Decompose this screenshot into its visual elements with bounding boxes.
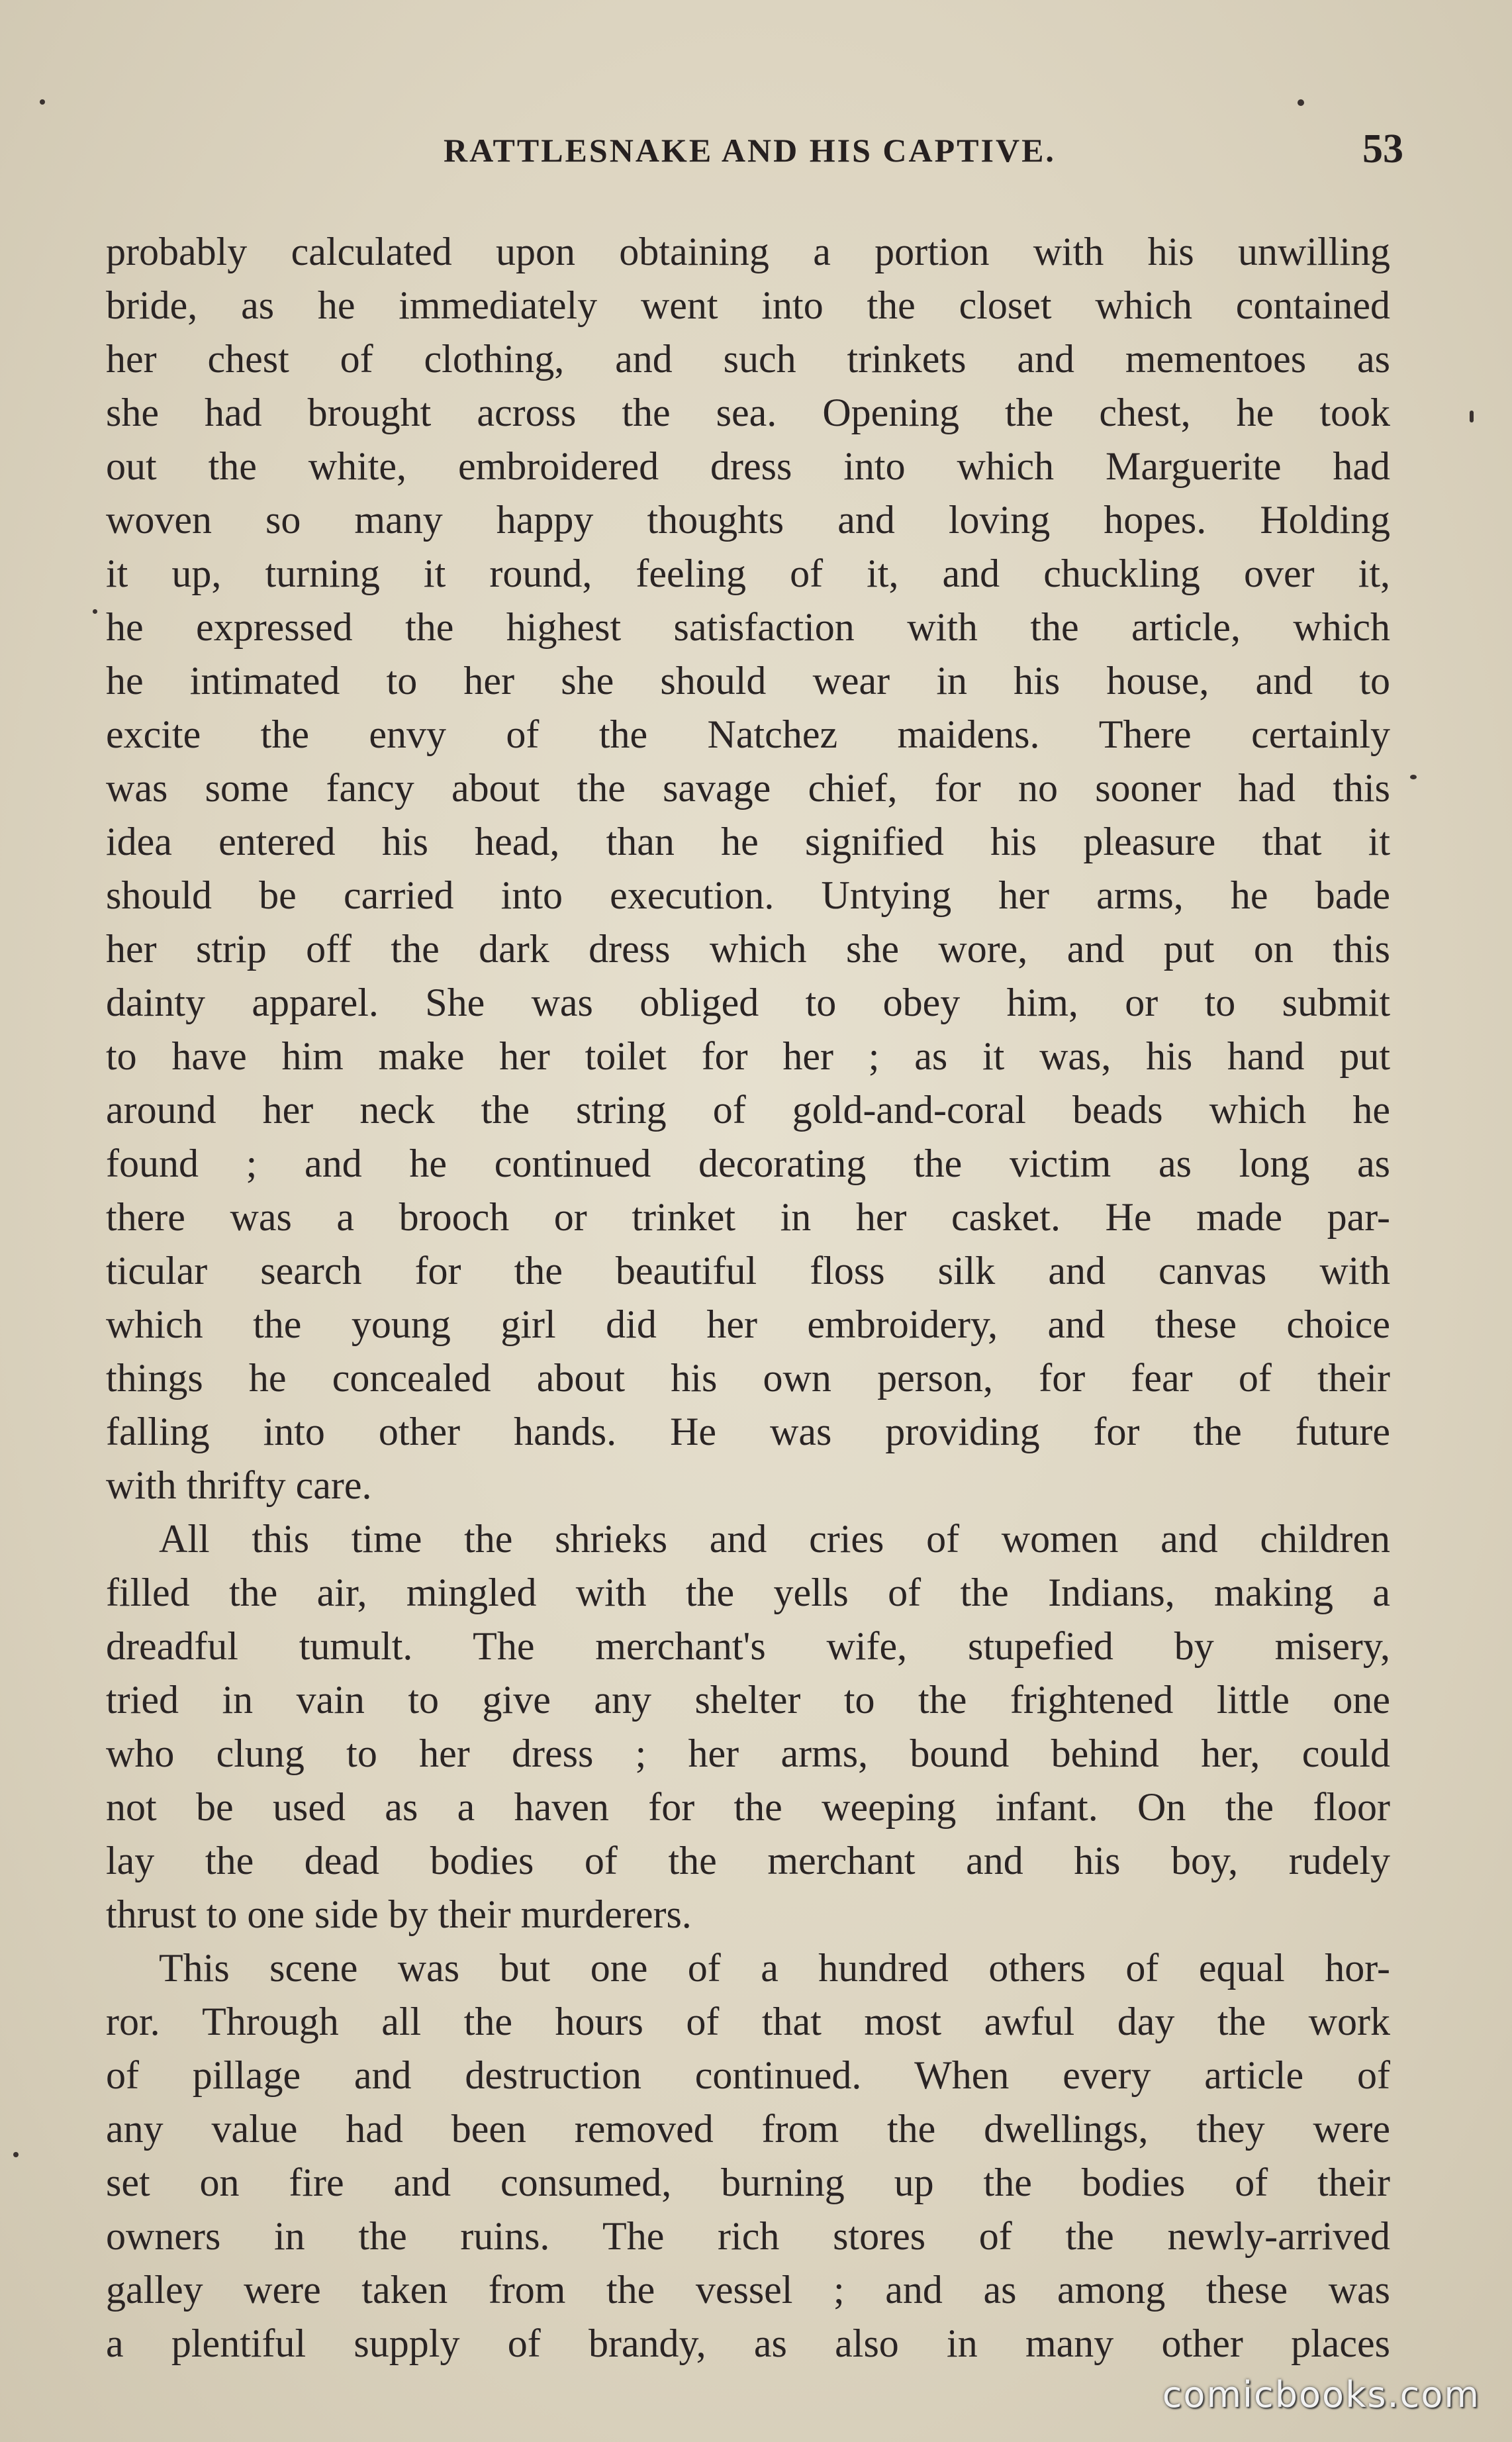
- text-line: woven so many happy thoughts and loving hopes. Holding: [106, 498, 1390, 542]
- paper-speck: [1298, 99, 1304, 106]
- text-line: out the white, embroidered dress into which Marguerite had: [106, 444, 1390, 488]
- paper-speck: [1470, 411, 1474, 422]
- text-line: bride, as he immediately went into the closet which contained: [106, 283, 1390, 327]
- paper-speck: [93, 609, 97, 614]
- text-line: dainty apparel. She was obliged to obey him, or to submit: [106, 981, 1390, 1024]
- paper-speck: [40, 99, 45, 105]
- text-line: any value had been removed from the dwellings, they were: [106, 2107, 1390, 2151]
- text-line: was some fancy about the savage chief, for no sooner had this: [106, 766, 1390, 810]
- text-line: falling into other hands. He was providing for the future: [106, 1410, 1390, 1453]
- page-header: [106, 126, 1403, 179]
- text-line: idea entered his head, than he signified his pleasure that it: [106, 820, 1390, 863]
- text-line: set on fire and consumed, burning up the bodies of their: [106, 2161, 1390, 2204]
- watermark: comicbooks.com: [1162, 2374, 1480, 2416]
- text-line: with thrifty care.: [106, 1463, 372, 1507]
- text-line: who clung to her dress ; her arms, bound behind her, could: [106, 1732, 1390, 1775]
- text-line: excite the envy of the Natchez maidens. There certainly: [106, 712, 1390, 756]
- text-line: her strip off the dark dress which she wore, and put on this: [106, 927, 1390, 971]
- text-line: owners in the ruins. The rich stores of the newly-arrived: [106, 2214, 1390, 2258]
- text-line: to have him make her toilet for her ; as it was, his hand put: [106, 1034, 1390, 1078]
- text-line: galley were taken from the vessel ; and as among these was: [106, 2268, 1390, 2312]
- paper-speck: [13, 2152, 19, 2157]
- text-line: he expressed the highest satisfaction with the article, which: [106, 605, 1390, 649]
- text-line: lay the dead bodies of the merchant and his boy, rudely: [106, 1839, 1390, 1882]
- text-line: she had brought across the sea. Opening the chest, he took: [106, 391, 1390, 434]
- text-line: tried in vain to give any shelter to the frightened little one: [106, 1678, 1390, 1722]
- text-line: filled the air, mingled with the yells of the Indians, making a: [106, 1571, 1390, 1614]
- paragraph-start-line: This scene was but one of a hundred others of equal hor-: [159, 1946, 1390, 1990]
- text-line: found ; and he continued decorating the victim as long as: [106, 1142, 1390, 1185]
- text-line: ticular search for the beautiful floss silk and canvas with: [106, 1249, 1390, 1293]
- text-line: it up, turning it round, feeling of it, and chuckling over it,: [106, 552, 1390, 595]
- text-line: thrust to one side by their murderers.: [106, 1892, 692, 1936]
- text-line: he intimated to her she should wear in his house, and to: [106, 659, 1390, 703]
- text-line: a plentiful supply of brandy, as also in many other places: [106, 2321, 1390, 2365]
- body-text: [106, 225, 1390, 2370]
- paper-speck: [1410, 775, 1417, 779]
- text-line: her chest of clothing, and such trinkets and mementoes as: [106, 337, 1390, 381]
- text-line: should be carried into execution. Untying her arms, he bade: [106, 873, 1390, 917]
- text-line: of pillage and destruction continued. When every article of: [106, 2053, 1390, 2097]
- text-line: ror. Through all the hours of that most awful day the work: [106, 2000, 1390, 2043]
- page-number: 53: [1362, 126, 1403, 171]
- text-line: around her neck the string of gold-and-coral beads which he: [106, 1088, 1390, 1132]
- text-line: dreadful tumult. The merchant's wife, stupefied by misery,: [106, 1624, 1390, 1668]
- paragraph-start-line: All this time the shrieks and cries of women and children: [159, 1517, 1390, 1561]
- text-line: which the young girl did her embroidery, and these choice: [106, 1302, 1390, 1346]
- text-line: not be used as a haven for the weeping infant. On the floor: [106, 1785, 1390, 1829]
- running-title: RATTLESNAKE AND HIS CAPTIVE.: [444, 132, 1056, 169]
- text-line: there was a brooch or trinket in her casket. He made par-: [106, 1195, 1390, 1239]
- text-line: probably calculated upon obtaining a portion with his unwilling: [106, 230, 1390, 273]
- text-line: things he concealed about his own person, for fear of their: [106, 1356, 1390, 1400]
